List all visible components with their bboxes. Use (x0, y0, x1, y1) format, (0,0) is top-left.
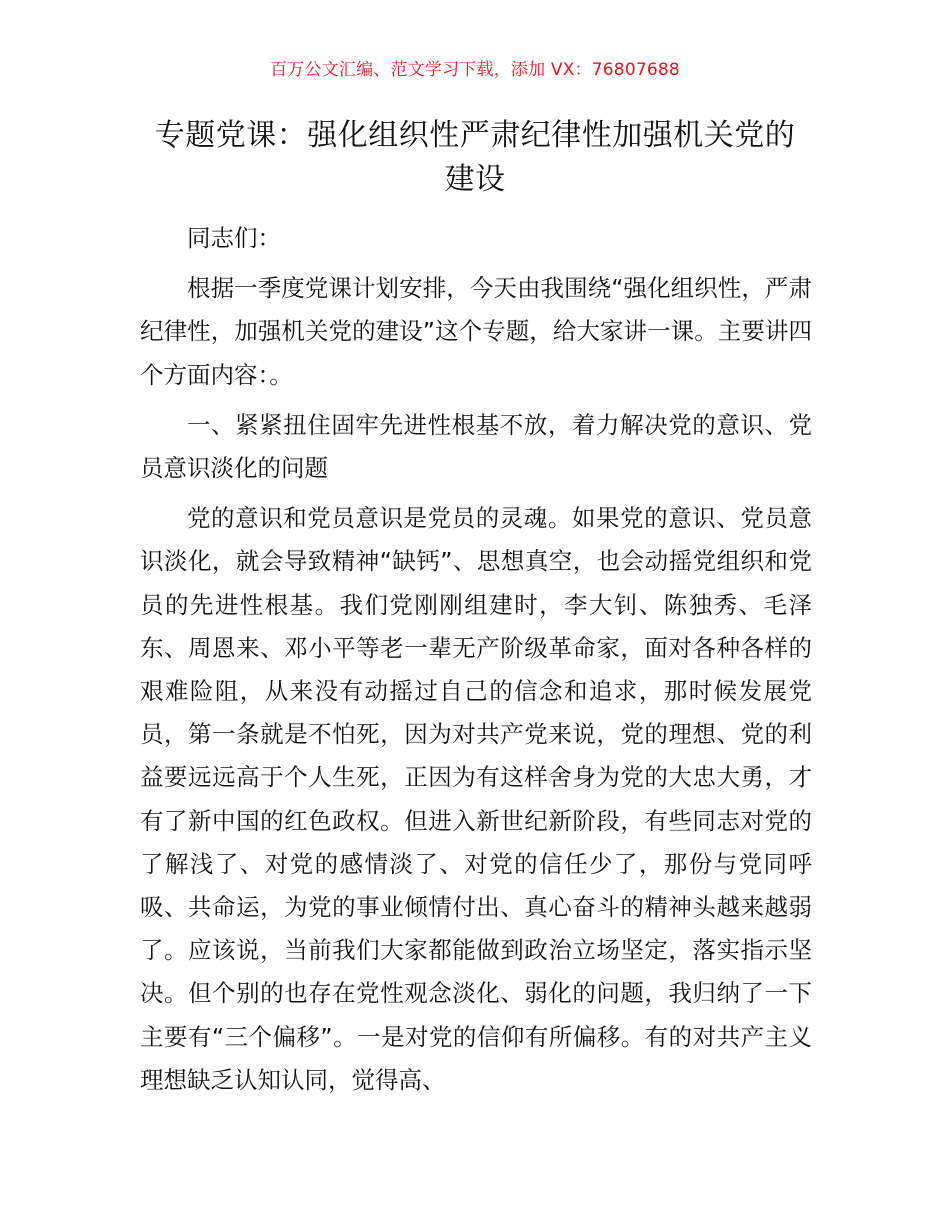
salutation: 同志们： (187, 224, 281, 252)
document-body (140, 217, 812, 1109)
section-heading: 一、紧紧扭住固牢先进性根基不放，着力解决党的意识、党员意识淡化的问题 (140, 410, 812, 483)
body-paragraph: 党的意识和党员意识是党员的灵魂。如果党的意识、党员意识淡化，就会导致精神“缺钙”、思想真空，也会动摇党组织和党员的先进性根基。我们党刚刚组建时，李大钊、陈独秀、毛泽东、周恩来、邓小平等老一辈无产阶级革命家，面对各种各样的艰难险阻，从来没有动摇过自己的信念和追求，那时候发展党员，第一条就是不怕死，因为对共产党来说，党的理想、党的利益要远远高于个人生死，正因为有这样舍身为党的大忠大勇，才有了新中国的红色政权。但进入新世纪新阶段，有些同志对党的了解浅了、对党的感情淡了、对党的信任少了，那份与党同呼吸、共命运，为党的事业倾情付出、真心奋斗的精神头越来越弱了。应该说，当前我们大家都能做到政治立场坚定，落实指示坚决。但个别的也存在党性观念淡化、弱化的问题，我归纳了一下主要有“三个偏移”。一是对党的信仰有所偏移。有的对共产主义理想缺乏认知认同，觉得高、 (140, 504, 812, 1094)
document-title: 专题党课：强化组织性严肃纪律性加强机关党的建设 (154, 118, 796, 197)
intro-paragraph: 根据一季度党课计划安排，今天由我围绕“强化组织性，严肃纪律性，加强机关党的建设”这个专题，给大家讲一课。主要讲四个方面内容：。 (140, 274, 812, 389)
watermark-header: 百万公文汇编、范文学习下载，添加 VX：76807688 (270, 60, 680, 80)
